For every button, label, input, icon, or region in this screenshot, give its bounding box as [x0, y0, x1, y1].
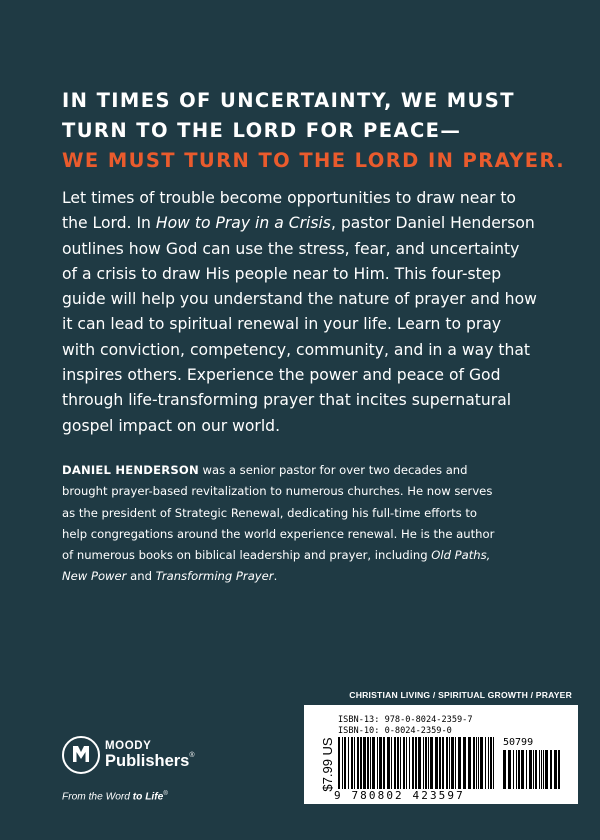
barcode-bar: [455, 737, 456, 789]
description-line: through life-transforming prayer that incites supernatural: [62, 391, 512, 410]
barcode-bar: [488, 737, 489, 789]
barcode-bar: [379, 737, 382, 789]
ean-digits: 9 780802 423597: [334, 789, 465, 802]
description-line: with conviction, competency, community, and in a way that: [62, 340, 531, 359]
description-line: guide will help you understand the nature of prayer and how: [62, 290, 537, 309]
barcode-bar: [430, 737, 433, 789]
book-title: How to Pray in a Crisis: [155, 214, 331, 233]
moody-m-icon: [71, 744, 91, 764]
barcode-bar: [518, 750, 520, 789]
barcode-bar: [418, 737, 421, 789]
barcode-bar: [508, 750, 511, 789]
barcode-bar: [446, 737, 448, 789]
barcode-bar: [338, 737, 340, 789]
barcode-bar: [478, 737, 479, 789]
barcode-bar: [545, 750, 548, 789]
barcode-bar: [485, 737, 486, 789]
barcode-bar: [348, 737, 349, 789]
barcode-bar: [351, 737, 353, 789]
tagline-text: From the Word: [62, 791, 133, 803]
barcode-bar: [377, 737, 378, 789]
barcode-bar: [476, 737, 477, 789]
barcode-bar: [397, 737, 399, 789]
barcode-bar: [394, 737, 396, 789]
barcode-bar: [344, 737, 346, 789]
barcode-bar: [543, 750, 544, 789]
barcode-bar: [493, 737, 494, 789]
description-line: outlines how God can use the stress, fear, and uncertainty: [62, 239, 520, 258]
headline-line-2: TURN TO THE LORD FOR PEACE—: [62, 119, 462, 142]
barcode-bar: [503, 750, 506, 789]
barcode-bar: [406, 737, 407, 789]
barcode-bar: [370, 737, 371, 789]
barcode-bar: [423, 737, 424, 789]
barcode-bar: [473, 737, 475, 789]
barcode-bar: [363, 737, 366, 789]
barcode-bar: [521, 750, 524, 789]
publisher-name-bottom: [105, 752, 195, 771]
supplement-number: 50799: [503, 737, 534, 748]
bio-line: [62, 460, 562, 481]
author-bio: [62, 460, 562, 588]
bio-line: as the president of Strategic Renewal, dedicating his full-time efforts to: [62, 505, 477, 520]
bio-text: was a senior pastor for over two decades and: [198, 463, 468, 477]
barcode-bar: [439, 737, 441, 789]
barcode-bar: [451, 737, 454, 789]
barcode-bar: [449, 737, 450, 789]
barcode-bar: [490, 737, 492, 789]
book-title: New Power: [62, 569, 127, 584]
bio-text: .: [273, 569, 278, 584]
supplement-barcode: [503, 750, 561, 789]
barcode-bar: [412, 737, 414, 789]
book-description: [62, 186, 562, 439]
tagline-bold: to Life: [132, 791, 164, 803]
price-label: $7.99 US: [320, 737, 335, 792]
bio-text: of numerous books on biblical leadership and prayer, including: [62, 548, 432, 563]
barcode-bar: [391, 737, 392, 789]
barcode-bar: [539, 750, 540, 789]
barcode-bar: [458, 737, 461, 789]
description-line: of a crisis to draw His people near to Him. This four-step: [62, 264, 502, 283]
barcode-block: [304, 705, 578, 804]
registered-mark: ®: [189, 752, 195, 759]
barcode-bar: [550, 750, 552, 789]
barcode-bar: [354, 737, 355, 789]
publisher-name-top: MOODY: [105, 740, 152, 752]
barcode-bar: [357, 737, 359, 789]
description-line: inspires others. Experience the power and peace of God: [62, 366, 501, 385]
barcode-bar: [533, 750, 534, 789]
book-title: Old Paths,: [431, 548, 491, 563]
publisher-tagline: [62, 791, 168, 802]
barcode-bar: [360, 737, 362, 789]
category-label: CHRISTIAN LIVING / SPIRITUAL GROWTH / PRAYER: [349, 690, 572, 700]
barcode-bar: [367, 737, 369, 789]
barcode-bar: [400, 737, 401, 789]
registered-mark: ®: [163, 791, 168, 797]
barcode-bar: [558, 750, 560, 789]
description-line: gospel impact on our world.: [62, 416, 281, 435]
headline-accent-line: WE MUST TURN TO THE LORD IN PRAYER.: [62, 149, 566, 172]
headline: [62, 86, 582, 176]
author-name: DANIEL HENDERSON: [62, 463, 199, 477]
ean-barcode: [338, 737, 498, 789]
barcode-bar: [535, 750, 537, 789]
isbn-13: ISBN-13: 978-0-8024-2359-7: [338, 715, 473, 725]
barcode-bar: [442, 737, 444, 789]
description-line: it can lead to spiritual renewal in your life. Learn to pray: [62, 315, 502, 334]
barcode-bar: [387, 737, 390, 789]
bio-line: [62, 566, 562, 587]
barcode-bar: [480, 737, 483, 789]
description-text: , pastor Daniel Henderson: [330, 214, 535, 233]
publisher-word: Publishers: [105, 752, 190, 770]
barcode-bar: [342, 737, 343, 789]
bio-text: and: [126, 569, 156, 584]
barcode-bar: [372, 737, 375, 789]
headline-line-1: IN TIMES OF UNCERTAINTY, WE MUST: [62, 89, 515, 112]
barcode-bar: [554, 750, 557, 789]
barcode-bar: [428, 737, 429, 789]
barcode-bar: [513, 750, 514, 789]
bio-line: help congregations around the world experience renewal. He is the author: [62, 526, 495, 541]
barcode-bar: [403, 737, 405, 789]
description-line: Let times of trouble become opportunities to draw near to: [62, 189, 516, 207]
book-title: Transforming Prayer: [155, 569, 274, 584]
barcode-bar: [468, 737, 471, 789]
barcode-bar: [425, 737, 427, 789]
description-line: [62, 211, 562, 236]
barcode-bar: [541, 750, 542, 789]
description-text: the Lord. In: [62, 214, 156, 233]
barcode-bar: [383, 737, 385, 789]
barcode-bar: [529, 750, 532, 789]
barcode-bar: [409, 737, 410, 789]
barcode-bar: [516, 750, 517, 789]
isbn-10: ISBN-10: 0-8024-2359-0: [338, 726, 452, 736]
bio-line: brought prayer-based revitalization to numerous churches. He now serves: [62, 484, 493, 499]
barcode-bar: [526, 750, 527, 789]
barcode-bar: [415, 737, 417, 789]
barcode-bar: [435, 737, 438, 789]
bio-line: [62, 545, 562, 566]
barcode-bar: [463, 737, 466, 789]
